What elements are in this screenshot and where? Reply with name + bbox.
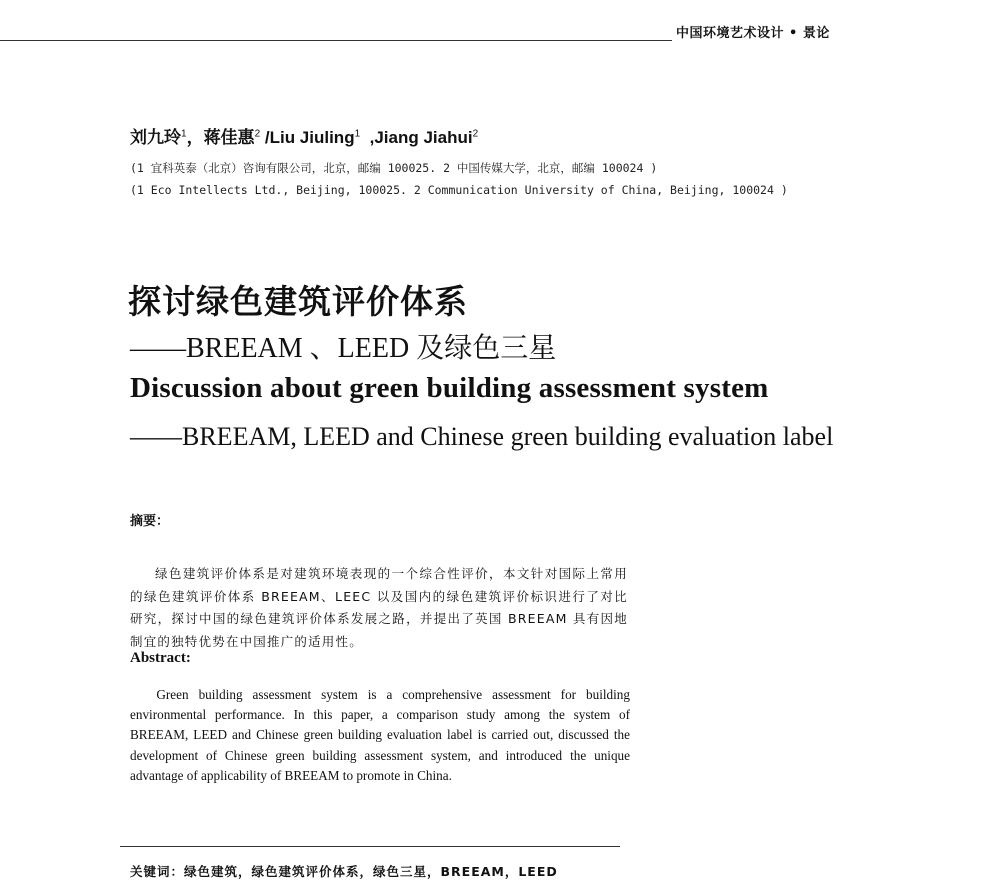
author-1-en: /Liu Jiuling — [264, 128, 355, 147]
subtitle-cn: ——BREEAM 、LEED 及绿色三星 — [130, 333, 557, 364]
author-1-cn: 刘九玲 — [130, 128, 181, 147]
subtitle-en: ——BREEAM, LEED and Chinese green building evaluation label — [130, 422, 834, 451]
keywords: 关键词：绿色建筑，绿色建筑评价体系，绿色三星，BREEAM，LEED — [130, 864, 558, 879]
abstract-cn-label: 摘要： — [130, 514, 170, 529]
journal-header: 中国环境艺术设计 • 景论 — [676, 26, 830, 41]
abstract-en-label: Abstract: — [130, 650, 191, 666]
header-rule — [0, 40, 672, 41]
author-1-sup: 1 — [181, 128, 187, 140]
author-2-en: ,Jiang Jiahui — [364, 128, 473, 147]
authors — [130, 123, 478, 148]
section-rule — [120, 846, 620, 847]
abstract-cn-text: 绿色建筑评价体系是对建筑环境表现的一个综合性评价，本文针对国际上常用的绿色建筑评价体系 BREEAM、LEEC 以及国内的绿色建筑评价标识进行了对比研究，探讨中国的绿色建筑评价体系发展之路，并提出了英国 BREEAM 具有因地制宜的独特优势在中国推广的适用性。 — [130, 566, 628, 649]
title-en: Discussion about green building assessment system — [130, 372, 769, 404]
affiliation-en: (1 Eco Intellects Ltd., Beijing, 100025. 2 Communication University of China, Beijing, 100024 ) — [130, 183, 788, 197]
author-sep: ， — [186, 128, 204, 147]
author-2-sup: 2 — [254, 128, 261, 140]
author-2-cn: 蒋佳惠 — [203, 128, 255, 147]
title-cn: 探讨绿色建筑评价体系 — [128, 282, 468, 321]
author-1-en-sup: 1 — [354, 128, 361, 140]
abstract-en-text: Green building assessment system is a comprehensive assessment for building environmental performance. In this paper, a comparison study among the system of BREEAM, LEED and Chinese green building evaluation label is carried out, discussed the development of Chinese green building assessment system, and introduced the unique advantage of applicability of BREEAM to promote in China. — [130, 687, 630, 783]
affiliation-cn: (1 宜科英泰（北京）咨询有限公司，北京，邮编 100025. 2 中国传媒大学，北京，邮编 100024 ) — [130, 161, 658, 175]
author-2-en-sup: 2 — [472, 128, 479, 140]
